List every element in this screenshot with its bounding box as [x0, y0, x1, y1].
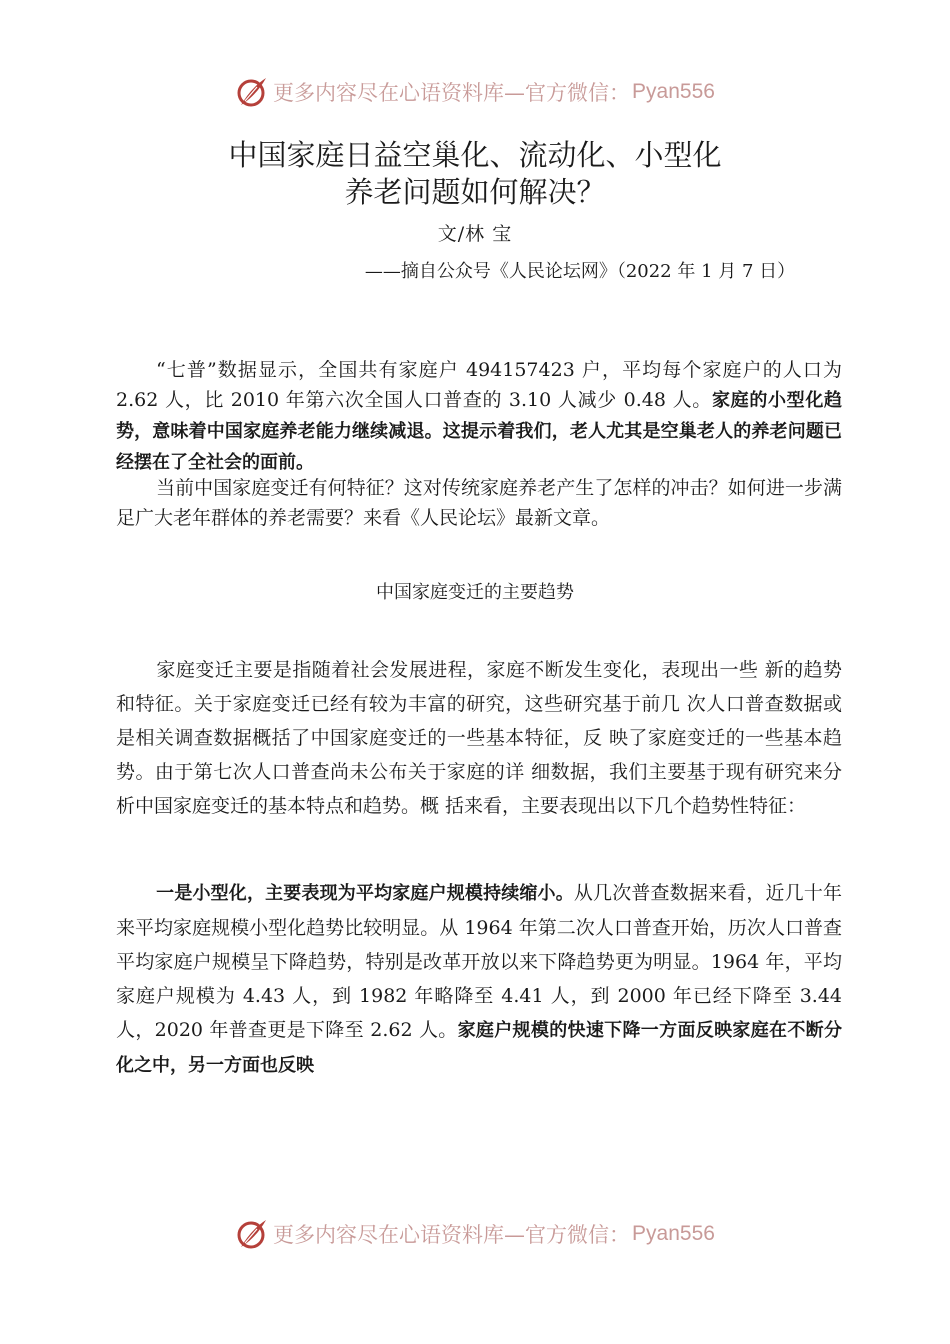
- quill-logo-icon: [235, 75, 269, 109]
- intro-p2-text: 当前中国家庭变迁有何特征？这对传统家庭养老产生了怎样的冲击？如何进一步满足广大老年群体的养老需要？来看《人民论坛》最新文章。: [116, 477, 842, 529]
- section-paragraph-1: [116, 653, 842, 823]
- watermark-wechat-id: Pyan556: [632, 1222, 715, 1245]
- section-paragraph-2: [116, 876, 842, 1083]
- watermark-wechat-id: Pyan556: [632, 80, 715, 103]
- section-p1-text: 家庭变迁主要是指随着社会发展进程，家庭不断发生变化，表现出一些 新的趋势和特征。关于家庭变迁已经有较为丰富的研究，这些研究基于前几 次人口普查数据或是相关调查数据概括了中国家庭变迁的一些基本特征，反 映了家庭变迁的一些基本趋势。由于第七次人口普查尚未公布关于家庭的详 细数据，我们主要基于现有研究来分析中国家庭变迁的基本特点和趋势。概 括来看，主要表现出以下几个趋势性特征：: [116, 659, 842, 817]
- watermark-text: 更多内容尽在心语资料库—官方微信：: [273, 1223, 631, 1247]
- intro-p1-bold: 家庭的小型化趋势，意味着中国家庭养老能力继续减退。这提示着我们，老人尤其是空巢老人的养老问题已经摆在了全社会的面前。: [116, 390, 843, 473]
- article-author: 文/林 宝: [437, 223, 513, 245]
- section-p2-bold: 一是小型化，主要表现为平均家庭户规模持续缩小。: [156, 883, 574, 904]
- intro-paragraph-1: [116, 355, 842, 478]
- section-p2-text: 从几次普查数据来看，近几十年来平均家庭规模小型化趋势比较明显。从 1964 年第二次人口普查开始，历次人口普查平均家庭户规模呈下降趋势，特别是改革开放以来下降趋势更为明显。1964 年，平均家庭户规模为 4.43 人，到 1982 年略降至 4.41 人，到 2000 年已经下降至 3.44 人，2020 年普查更是下降至 2.62 人。: [116, 882, 842, 1041]
- section-heading: 中国家庭变迁的主要趋势: [376, 582, 574, 603]
- article-title-line2: 养老问题如何解决？: [344, 175, 606, 209]
- quill-logo-icon: [235, 1217, 269, 1251]
- article-source: ——摘自公众号《人民论坛网》（2022 年 1 月 7 日）: [364, 261, 796, 282]
- watermark-header: [0, 72, 950, 112]
- article-title-line1: 中国家庭日益空巢化、流动化、小型化: [228, 138, 722, 172]
- intro-paragraph-2: [116, 473, 842, 533]
- section-p2-bold-tail: 家庭户规模的快速下降一方面反映家庭在不断分化之中，另一方面也反映: [116, 1020, 843, 1076]
- watermark-footer: [0, 1214, 950, 1254]
- watermark-text: 更多内容尽在心语资料库—官方微信：: [273, 81, 631, 105]
- intro-p1-text: “七普”数据显示，全国共有家庭户 494157423 户，平均每个家庭户的人口为 2.62 人，比 2010 年第六次全国人口普查的 3.10 人减少 0.48 人。: [116, 359, 842, 411]
